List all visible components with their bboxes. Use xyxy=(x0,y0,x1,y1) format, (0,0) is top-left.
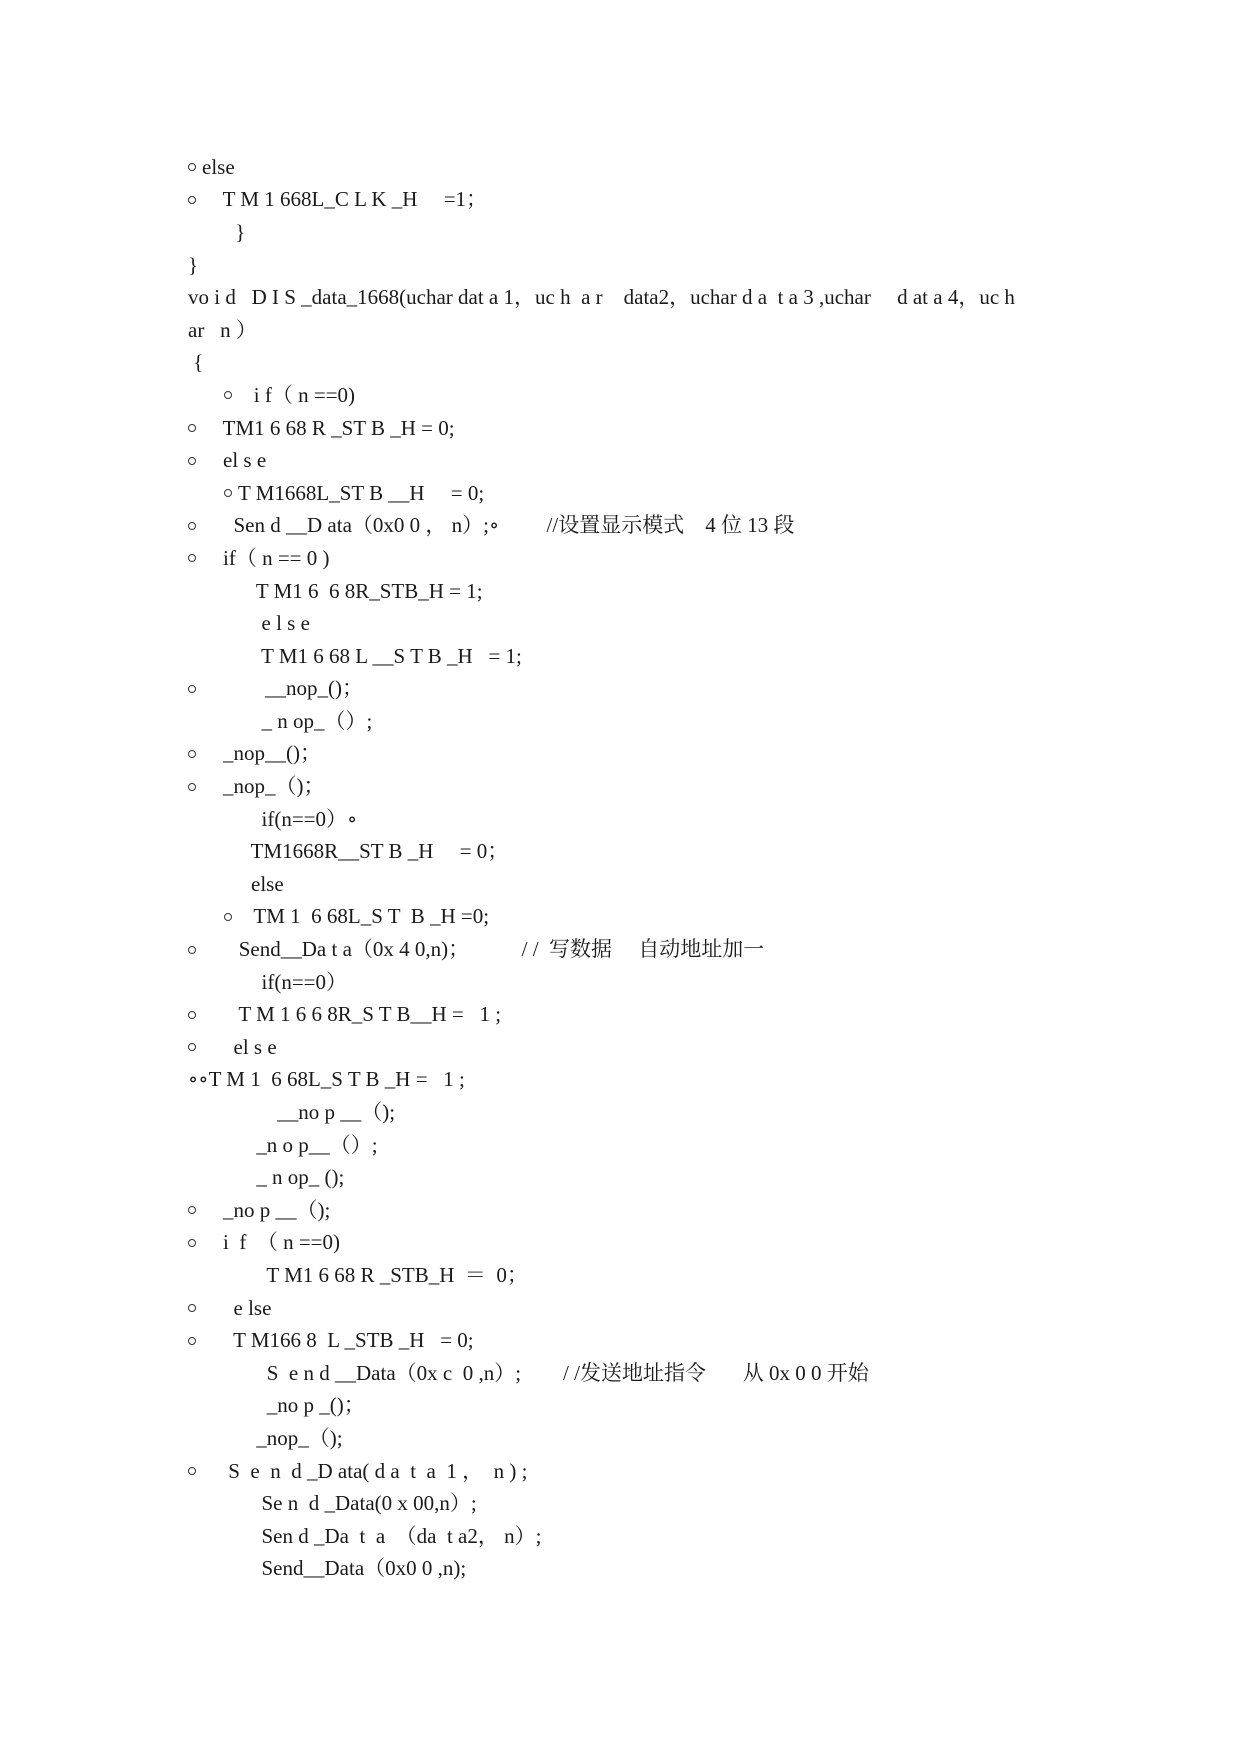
code-text: _no p __（); xyxy=(202,1197,331,1222)
code-text: T M166 8 L _STB _H = 0; xyxy=(202,1328,474,1353)
code-text: _n o p__（）; xyxy=(188,1132,378,1157)
code-line xyxy=(188,379,1088,412)
paragraph-mark-icon xyxy=(188,1337,196,1345)
code-text: T M1 6 6 8R_STB_H = 1; xyxy=(188,578,483,603)
code-text: i f（ n ==0) xyxy=(238,382,356,407)
code-line xyxy=(188,1227,1088,1260)
code-line xyxy=(188,542,1088,575)
paragraph-mark-icon xyxy=(188,946,196,954)
code-text: T M1668L_ST B __H = 0; xyxy=(238,480,485,505)
code-line xyxy=(188,673,1088,706)
code-text: _ n op_ (); xyxy=(188,1165,345,1190)
code-line xyxy=(188,966,1088,999)
code-line xyxy=(188,705,1088,738)
paragraph-mark-icon xyxy=(188,750,196,758)
code-text: e l s e xyxy=(188,611,310,636)
code-line xyxy=(188,933,1088,966)
code-text: } xyxy=(188,252,199,277)
code-text: T M 1 668L_C L K _H =1； xyxy=(202,187,488,212)
code-text: ar n ） xyxy=(188,317,257,342)
code-line xyxy=(188,901,1088,934)
code-line xyxy=(188,1422,1088,1455)
code-line xyxy=(188,770,1088,803)
code-line xyxy=(188,835,1088,868)
code-text: _nop__()； xyxy=(202,741,321,766)
code-line xyxy=(188,510,1088,543)
code-line xyxy=(188,184,1088,217)
code-line xyxy=(188,1390,1088,1423)
code-line xyxy=(188,412,1088,445)
paragraph-mark-icon xyxy=(188,1239,196,1247)
code-line xyxy=(188,314,1088,347)
paragraph-mark-icon xyxy=(188,424,196,432)
code-line xyxy=(188,347,1088,380)
code-text: e lse xyxy=(202,1295,272,1320)
code-text: TM1668R__ST B _H = 0； xyxy=(188,839,509,864)
code-line xyxy=(188,477,1088,510)
code-text: else xyxy=(202,154,235,179)
code-text: } xyxy=(188,219,246,244)
code-text: _no p _()； xyxy=(188,1393,365,1418)
code-text: Send__Da t a（0x 4 0,n)； / / 写数据 自动地址加一 xyxy=(202,937,765,962)
code-line xyxy=(188,1324,1088,1357)
code-line xyxy=(188,249,1088,282)
paragraph-mark-icon xyxy=(188,685,196,693)
paragraph-mark-icon xyxy=(188,1011,196,1019)
code-line xyxy=(188,607,1088,640)
code-line xyxy=(188,281,1088,314)
code-line xyxy=(188,803,1088,836)
code-line xyxy=(188,1553,1088,1586)
paragraph-mark-icon xyxy=(224,489,232,497)
code-text: __nop_()； xyxy=(202,676,363,701)
code-line xyxy=(188,1357,1088,1390)
code-text: else xyxy=(188,871,284,896)
code-text: if（ n == 0 ) xyxy=(202,545,330,570)
code-text: T M 1 6 6 8R_S T B__H = 1 ; xyxy=(202,1002,502,1027)
code-text: Sen d __D ata（0x0 0 ， n）;∘ //设置显示模式 4 位 13 段 xyxy=(202,513,795,538)
code-line xyxy=(188,1292,1088,1325)
code-text: T M1 6 68 L __S T B _H = 1; xyxy=(188,643,522,668)
code-text: vo i d D I S _data_1668(uchar dat a 1，uc h a r data2，uchar d a t a 3 ,uchar d at a 4，uc h xyxy=(188,285,1015,310)
code-line xyxy=(188,1064,1088,1097)
paragraph-mark-icon xyxy=(188,1206,196,1214)
code-text: TM1 6 68 R _ST B _H = 0; xyxy=(202,415,455,440)
code-text: if(n==0）∘ xyxy=(188,806,358,831)
paragraph-mark-icon xyxy=(188,783,196,791)
code-line xyxy=(188,575,1088,608)
paragraph-mark-icon xyxy=(188,1467,196,1475)
paragraph-mark-icon xyxy=(188,522,196,530)
code-text: __no p __（); xyxy=(188,1100,396,1125)
code-text: Send__Data（0x0 0 ,n); xyxy=(188,1556,467,1581)
paragraph-mark-icon xyxy=(188,1043,196,1051)
code-text: el s e xyxy=(202,1034,277,1059)
paragraph-mark-icon xyxy=(188,554,196,562)
code-line xyxy=(188,444,1088,477)
code-line xyxy=(188,738,1088,771)
code-line xyxy=(188,1455,1088,1488)
code-listing xyxy=(188,151,1088,1585)
code-line xyxy=(188,868,1088,901)
code-line xyxy=(188,1194,1088,1227)
paragraph-mark-icon xyxy=(224,913,232,921)
code-text: _ n op_（）; xyxy=(188,708,373,733)
code-text: if(n==0） xyxy=(188,969,348,994)
code-line xyxy=(188,216,1088,249)
paragraph-mark-icon xyxy=(188,196,196,204)
code-text: i f （ n ==0) xyxy=(202,1230,341,1255)
paragraph-mark-icon xyxy=(224,391,232,399)
code-text: Sen d _Da t a （da t a2， n）; xyxy=(188,1523,542,1548)
paragraph-mark-icon xyxy=(188,457,196,465)
paragraph-mark-icon xyxy=(188,1304,196,1312)
code-line xyxy=(188,1096,1088,1129)
code-line xyxy=(188,151,1088,184)
code-text: { xyxy=(188,350,204,375)
code-text: T M1 6 68 R _STB_H ＝ 0； xyxy=(188,1262,528,1287)
code-line xyxy=(188,1520,1088,1553)
code-text: el s e xyxy=(202,448,267,473)
code-line xyxy=(188,1129,1088,1162)
code-line xyxy=(188,998,1088,1031)
code-line xyxy=(188,1031,1088,1064)
code-text: ∘∘T M 1 6 68L_S T B _H = 1 ; xyxy=(188,1067,465,1092)
code-text: TM 1 6 68L_S T B _H =0; xyxy=(238,904,490,929)
code-text: _nop_（); xyxy=(188,1425,343,1450)
code-line xyxy=(188,1259,1088,1292)
code-line xyxy=(188,640,1088,673)
code-text: Se n d _Data(0 x 00,n）; xyxy=(188,1491,477,1516)
code-line xyxy=(188,1487,1088,1520)
code-text: S e n d __Data（0x c 0 ,n）; / /发送地址指令 从 0x 0 0 开始 xyxy=(188,1360,869,1385)
code-line xyxy=(188,1161,1088,1194)
code-text: _nop_（)； xyxy=(202,774,325,799)
code-text: S e n d _D ata( d a t a 1 ， n ) ; xyxy=(202,1458,528,1483)
paragraph-mark-icon xyxy=(188,163,196,171)
